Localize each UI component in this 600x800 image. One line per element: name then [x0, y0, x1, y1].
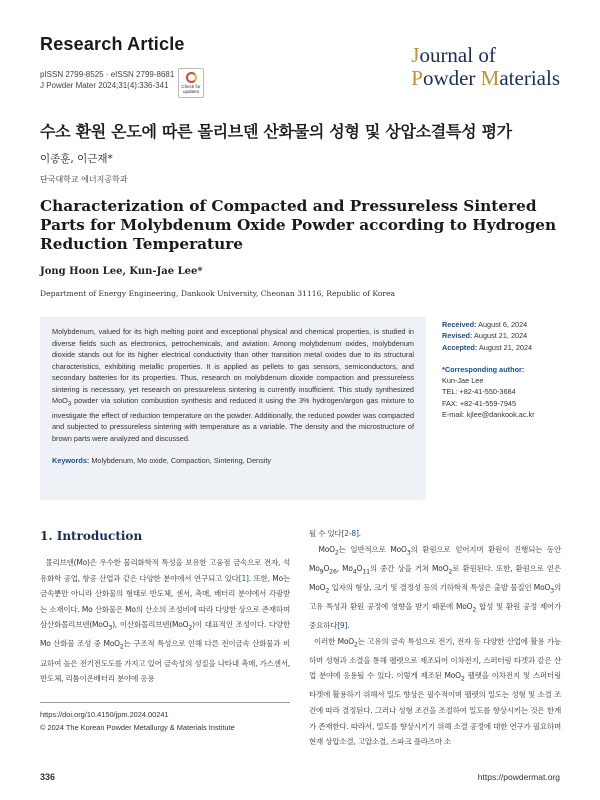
- article-header: [40, 34, 185, 91]
- english-title: Characterization of Compacted and Pressureless Sintered Parts for Molybdenum Oxide Powder according to Hydrogen Reduction Temperature: [40, 197, 557, 253]
- issn-line: pISSN 2799-8525 · eISSN 2799-8681: [40, 70, 175, 79]
- intro-paragraph-1: 몰리브덴(Mo)은 우수한 물리화학적 특성을 보유한 고융점 금속으로 전자, 석유화학 공업, 항공 산업과 같은 다양한 분야에서 연구되고 있다[1]. 또한, Mo는 금속뿐만 아니라 산화물의 형태로 반도체, 센서, 촉매, 배터리 분야에서 각광받는 소재이다. Mo 산화물은 Mo의 산소의 조성비에 따라 다양한 상으로 존재하며 삼산화몰리브덴(MoO$_3$), 이산화몰리브덴(MoO$_2$)이 대표적인 조성이다. 다양한 Mo 산화물 조성 중 MoO$_2$는 구조적 특성으로 인해 다른 전이금속 산화물과 비교하여 높은 전기전도도를 가지고 있어 금속성의 성질을 나타내 촉매, 가스센서, 반도체, 리튬이온배터리 분야에 응용: [40, 558, 291, 684]
- article-info-panel: [442, 319, 567, 420]
- copyright: © 2024 The Korean Powder Metallurgy & Materials Institute: [40, 723, 235, 732]
- journal-logo: Journal of Powder Materials: [411, 43, 560, 90]
- corresponding-email[interactable]: E-mail: kjlee@dankook.ac.kr: [442, 410, 535, 420]
- reference-link[interactable]: [1]: [238, 573, 249, 583]
- reference-link[interactable]: [2-8]: [341, 529, 359, 538]
- intro-paragraph-2: MoO$_2$는 일반적으로 MoO$_3$의 환원으로 얻어지며 환원이 진행되는 동안 $Mo_9O_{26}$, $Mo_4O_{11}$의 중간 상을 거쳐 MoO$_2$로 환원된다. 또한, 환원으로 얻은 MoO$_2$ 입자의 형상, 크기 및 결정성 등의 기하학적 특성은 출발 물질인 MoO$_3$의 고유 특성과 환원 공정에 영향을 받기 때문에 MoO$_2$ 합성 및 환원 공정 제어가 중요하다[9].: [309, 544, 561, 630]
- accepted-date: Accepted: August 21, 2024: [442, 342, 533, 352]
- intro-paragraph-3: 이러한 MoO$_2$는 고유의 금속 특성으로 전기, 전자 등 다양한 산업에 활용 가능하며 성형과 소결을 통해 펠렛으로 제조되어 이차전지, 스퍼터링 타겟과 같은 산업 분야에 응용될 수 있다. 이렇게 제조된 MoO$_2$ 펠렛을 이차전지 및 스퍼터링 타겟에 활용하기 위해서 밀도 향상은 필수적이며 펠렛의 밀도는 성형 및 소결 조건에 따라 결정된다. 그러나 성형 조건을 조절하여 밀도를 향상시키는 것은 한계가 존재한다. 따라서, 밀도를 향상시키기 위해 소결 공정에 대한 연구가 필요하며 현재 상압소결, 고압소결, 스파크 플라즈마 소: [309, 636, 561, 747]
- introduction-heading: 1. Introduction: [40, 529, 143, 543]
- korean-authors: 이종훈, 이근재*: [40, 153, 113, 165]
- keywords: [52, 456, 414, 465]
- keywords-label: Keywords:: [52, 456, 90, 466]
- english-affiliation: Department of Energy Engineering, Dankook University, Cheonan 31116, Republic of Korea: [40, 289, 396, 298]
- website-link[interactable]: https://powdermat.org: [477, 772, 560, 782]
- received-date: Received: August 6, 2024: [442, 320, 528, 329]
- korean-title: 수소 환원 온도에 따른 몰리브덴 산화물의 성형 및 상압소결특성 평가: [40, 122, 512, 141]
- english-authors: Jong Hoon Lee, Kun-Jae Lee*: [40, 266, 203, 277]
- korean-affiliation: 단국대학교 에너지공학과: [40, 175, 128, 184]
- abstract-text: Molybdenum, valued for its high melting point and exceptional physical and chemical properties, is studied in diverse fields such as electronics, petrochemicals, and aviation. Among molybdenum oxides, molybdenum dioxide stands out for its higher electrical conductivity than other transition metal oxides due to its structural characteristics, exhibiting metallic properties. It is applied as pellets to gas sensors, semiconductors, and secondary batteries for its properties. Thus, research on molybdenum dioxide compaction and pressureless sintering is necessary, yet research on pressureless sintering is currently insufficient. This study synthesized MoO$_3$ powder via solution combustion synthesis and reduced it using the 3% hydrogen/argon gas mixture to investigate the effect of reduction temperature on the powder. Additionally, the reduced powder was compacted and subjected to pressureless sintering with temperature as a variable. The density and the microstructure of brown parts were analyzed and discussed.: [52, 327, 414, 443]
- check-for-updates-badge[interactable]: Check for updates: [178, 68, 204, 98]
- doi-block: [40, 708, 235, 734]
- citation-line: J Powder Mater 2024;31(4):336-341: [40, 81, 169, 90]
- corresponding-author-label: *Corresponding author:: [442, 364, 525, 374]
- body-column-left: [40, 529, 290, 687]
- doi-link[interactable]: https://doi.org/10.4150/jpm.2024.00241: [40, 710, 169, 719]
- corresponding-author-name: Kun-Jae Lee: [442, 376, 484, 386]
- corresponding-tel: TEL: +82-41-550-3684: [442, 387, 516, 397]
- footer-divider: [40, 702, 290, 703]
- revised-date: Revised: August 21, 2024: [442, 331, 528, 341]
- reference-link[interactable]: [9]: [337, 620, 348, 630]
- check-updates-icon: [186, 72, 197, 83]
- abstract-box: [40, 317, 426, 500]
- keywords-list: Molybdenum, Mo oxide, Compaction, Sintering, Density: [91, 456, 272, 466]
- corresponding-fax: FAX: +82-41-559-7945: [442, 398, 517, 408]
- section-label: Research Article: [40, 34, 185, 54]
- body-column-right: [309, 526, 561, 750]
- intro-paragraph-1-cont: 될 수 있다[2-8].: [309, 529, 361, 538]
- page-number: 336: [40, 772, 56, 782]
